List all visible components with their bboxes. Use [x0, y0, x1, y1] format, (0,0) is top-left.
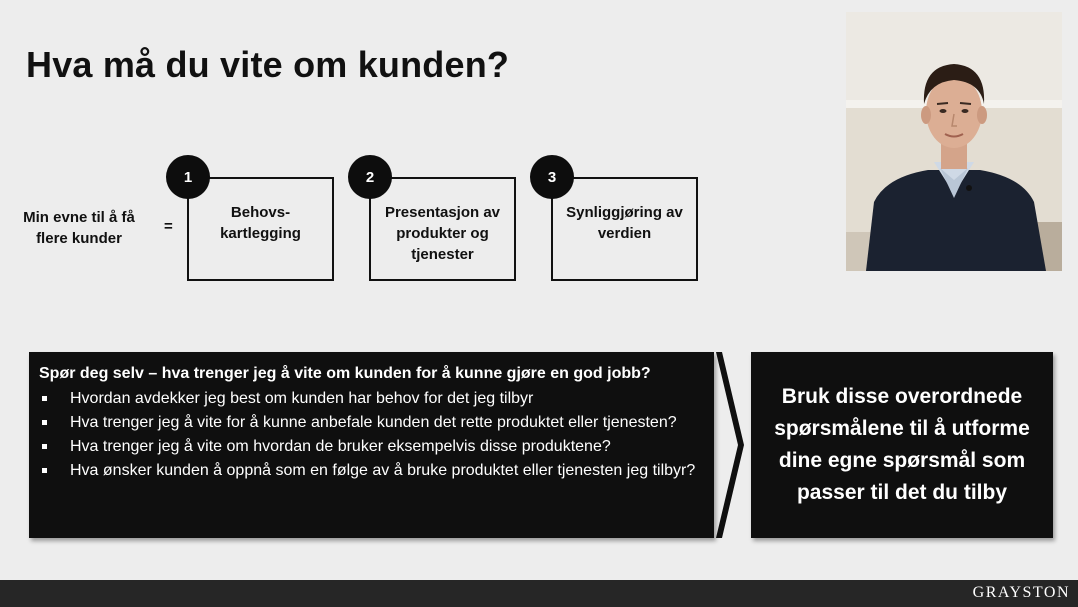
- question-item: Hva ønsker kunden å oppnå som en følge av å bruke produktet eller tjenesten jeg tilbyr?: [39, 459, 700, 483]
- equals-sign: =: [164, 218, 173, 235]
- question-item: Hva trenger jeg å vite for å kunne anbefale kunden det rette produktet eller tjenesten?: [39, 411, 700, 435]
- slide-title: Hva må du vite om kunden?: [26, 44, 510, 85]
- presenter-video: [846, 12, 1062, 271]
- step-box-3: [551, 177, 698, 281]
- step-label-1: Behovs- kartlegging: [220, 204, 301, 242]
- presenter-image: [846, 12, 1062, 271]
- step-number-2: 2: [348, 155, 392, 199]
- step-label-2: Presentasjon av produkter og tjenester: [384, 204, 501, 263]
- formula-lhs: Min evne til å få flere kunder: [23, 209, 135, 247]
- step-number-1: 1: [166, 155, 210, 199]
- step-box-1: [187, 177, 334, 281]
- callout-box: [751, 352, 1053, 538]
- footer-bar: [0, 580, 1078, 607]
- step-number-3: 3: [530, 155, 574, 199]
- step-box-2: [369, 177, 516, 281]
- question-item: Hvordan avdekker jeg best om kunden har behov for det jeg tilbyr: [39, 387, 700, 411]
- question-item: Hva trenger jeg å vite om hvordan de bruker eksempelvis disse produktene?: [39, 435, 700, 459]
- brand-logo: GRAYSTON: [972, 584, 1070, 601]
- questions-list: [39, 387, 700, 483]
- callout-text: Bruk disse overordnede spørsmålene til å utforme dine egne spørsmål som passer til det du tilby: [774, 385, 1030, 504]
- chevron-right-icon: [716, 352, 744, 538]
- step-label-3: Synliggjøring av verdien: [566, 204, 683, 242]
- questions-box: [29, 352, 714, 538]
- questions-heading: Spør deg selv – hva trenger jeg å vite om kunden for å kunne gjøre en god jobb?: [39, 365, 651, 382]
